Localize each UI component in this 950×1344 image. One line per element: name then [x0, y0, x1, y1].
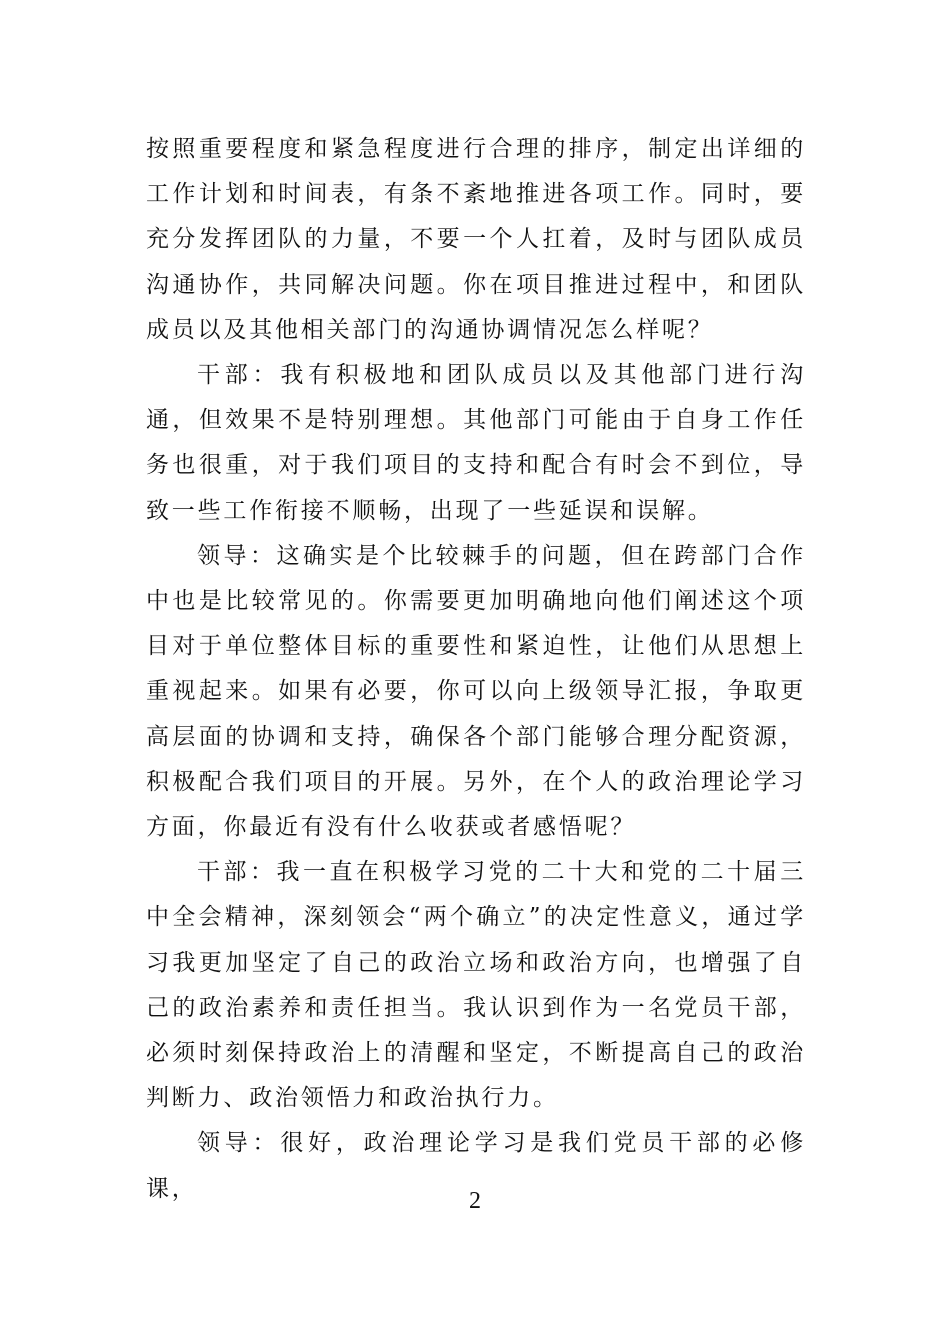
document-body: [146, 127, 806, 1212]
paragraph-4: 干部：我一直在积极学习党的二十大和党的二十届三中全会精神，深刻领会“两个确立”的决定性意义，通过学习我更加坚定了自己的政治立场和政治方向，也增强了自己的政治素养和责任担当。我认识到作为一名党员干部，必须时刻保持政治上的清醒和坚定，不断提高自己的政治判断力、政治领悟力和政治执行力。: [146, 859, 806, 1112]
paragraph-5: 领导：很好，政治理论学习是我们党员干部的必修课，: [146, 1130, 806, 1202]
paragraph-2: 干部：我有积极地和团队成员以及其他部门进行沟通，但效果不是特别理想。其他部门可能由于自身工作任务也很重，对于我们项目的支持和配合有时会不到位，导致一些工作衔接不顺畅，出现了一些延误和误解。: [146, 362, 806, 524]
paragraph-3: 领导：这确实是个比较棘手的问题，但在跨部门合作中也是比较常见的。你需要更加明确地向他们阐述这个项目对于单位整体目标的重要性和紧迫性，让他们从思想上重视起来。如果有必要，你可以向上级领导汇报，争取更高层面的协调和支持，确保各个部门能够合理分配资源，积极配合我们项目的开展。另外，在个人的政治理论学习方面，你最近有没有什么收获或者感悟呢？: [146, 542, 806, 841]
page-number: 2: [469, 1188, 481, 1214]
paragraph-1: 按照重要程度和紧急程度进行合理的排序，制定出详细的工作计划和时间表，有条不紊地推进各项工作。同时，要充分发挥团队的力量，不要一个人扛着，及时与团队成员沟通协作，共同解决问题。你在项目推进过程中，和团队成员以及其他相关部门的沟通协调情况怎么样呢？: [146, 136, 806, 343]
